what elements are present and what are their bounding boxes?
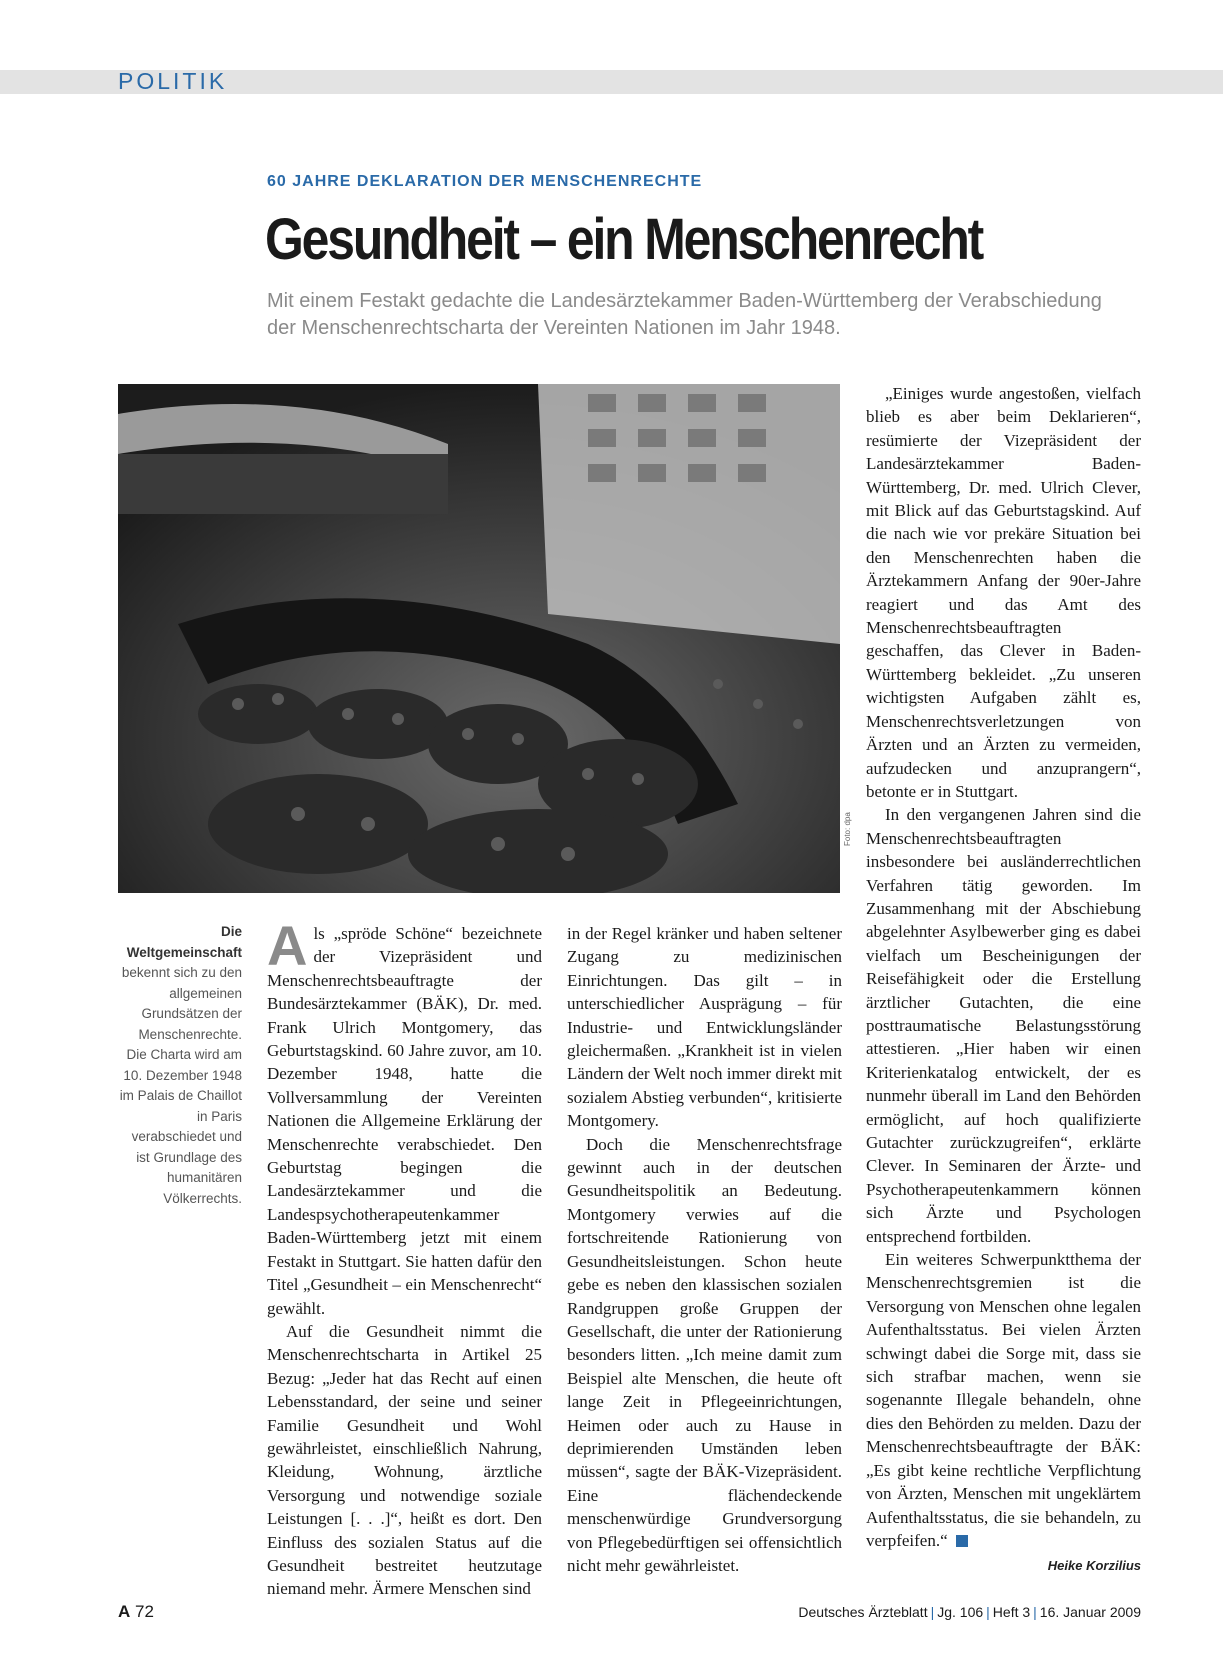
author-byline: Heike Korzilius bbox=[1047, 1558, 1141, 1573]
article-column-1 bbox=[267, 914, 542, 1601]
photo-credit: Foto: dpa bbox=[843, 812, 852, 846]
journal-name: Deutsches Ärzteblatt bbox=[798, 1604, 928, 1620]
paragraph bbox=[866, 1248, 1141, 1552]
page-number-value: 72 bbox=[135, 1602, 154, 1621]
page-number bbox=[118, 1602, 154, 1622]
page-prefix: A bbox=[118, 1602, 131, 1621]
paragraph: „Einiges wurde angestoßen, vielfach blieb es aber beim Deklarieren“, resümierte der Vizepräsident der Landesärztekammer Baden-Württemberg, Dr. med. Ulrich Clever, mit Blick auf das Geburtstagskind. Auf die nach wie vor prekäre Situation bei den Menschenrechten haben die Ärztekammern Anfang der 90er-Jahre reagiert und das Amt des Menschenrechtsbeauftragten geschaffen, das Clever in Baden-Württemberg bekleidet. „Zu unseren wichtigsten Aufgaben zählt es, Menschenrechtsverletzungen von Ärzten und an Ärzten zu vermeiden, aufzudecken und anzuprangern“, betonte er in Stuttgart. bbox=[866, 384, 1141, 801]
journal-volume: Jg. 106 bbox=[937, 1604, 984, 1620]
footer-citation bbox=[798, 1604, 1141, 1620]
photo-caption bbox=[118, 922, 242, 1209]
assembly-photo-illustration bbox=[118, 384, 840, 893]
paragraph-text: Ein weiteres Schwerpunktthema der Menschenrechtsgremien ist die Versorgung von Menschen ohne legalen Aufenthaltsstatus. Bei vielen Ärzten schwingt dabei die Sorge mit, dass sie sich strafbar machen, wenn sie sogenannte Illegale behandeln, ohne dies den Behörden zu melden. Dazu der Menschenrechtsbeauftragte der BÄK: „Es gibt keine rechtliche Verpflichtung von Ärzten, Menschen mit ungeklärtem Aufenthaltsstatus, die sie behandeln, zu verpfeifen.“ bbox=[866, 1250, 1141, 1550]
drop-cap: A bbox=[267, 914, 308, 977]
article-title: Gesundheit – ein Menschenrecht bbox=[265, 207, 983, 272]
paragraph bbox=[267, 914, 542, 1320]
journal-date: 16. Januar 2009 bbox=[1039, 1604, 1141, 1620]
separator: | bbox=[986, 1604, 990, 1620]
caption-text: bekennt sich zu den allgemeinen Grundsätzen der Menschenrechte. Die Charta wird am 10. Dezember 1948 im Palais de Chaillot in Paris verabschiedet und ist Grundlage des humanitären Völkerrechts. bbox=[119, 965, 242, 1206]
separator: | bbox=[1033, 1604, 1037, 1620]
article-column-3 bbox=[866, 382, 1141, 1552]
paragraph: Doch die Menschenrechtsfrage gewinnt auch in der deutschen Gesundheitspolitik an Bedeutung. Montgomery verwies auf die fortschreitende Rationierung von Gesundheitsleistungen. Schon heute gebe es neben den klassischen sozialen Randgruppen große Gruppen der Gesellschaft, die unter der Rationierung besonders litten. „Ich meine damit zum Beispiel alte Menschen, die heute oft lange Zeit in Pflegeeinrichtungen, Heimen oder auch zu Hause in deprimierenden Umständen leben müssen“, sagte der BÄK-Vizepräsident. Eine flächendeckende menschenwürdige Grundversorgung von Pflegebedürftigen sei offensichtlich nicht mehr gewährleistet. bbox=[567, 1134, 842, 1575]
paragraph: Auf die Gesundheit nimmt die Menschenrechtscharta in Artikel 25 Bezug: „Jeder hat das Recht auf einen Lebensstandard, der seine und seiner Familie Gesundheit und Wohl gewährleistet, einschließlich Nahrung, Kleidung, Wohnung, ärztliche Versorgung und notwendige soziale Leistungen [. . .]“, heißt es dort. Den Einfluss des sozialen Status auf die Gesundheit bestreitet heutzutage niemand mehr. Ärmere Menschen sind bbox=[267, 1321, 542, 1599]
paragraph-text: ls „spröde Schöne“ bezeichnete der Vizepräsident und Menschenrechtsbeauftragte der Bundesärztekammer (BÄK), Dr. med. Frank Ulrich Montgomery, das Geburtstagskind. 60 Jahre zuvor, am 10. Dezember 1948, hatte die Vollversammlung der Vereinten Nationen die Allgemeine Erklärung der Menschenrechte verabschiedet. Den Geburtstag begingen die Landesärztekammer und die Landespsychotherapeutenkammer Baden-Württemberg jetzt mit einem Festakt in Stuttgart. Sie hatten dafür den Titel „Gesundheit – ein Menschenrecht“ gewählt. bbox=[267, 924, 542, 1318]
end-mark-icon bbox=[956, 1535, 968, 1547]
article-photo bbox=[118, 384, 840, 893]
caption-bold-lead: Die Weltgemeinschaft bbox=[126, 924, 242, 960]
separator: | bbox=[930, 1604, 935, 1620]
journal-issue: Heft 3 bbox=[992, 1604, 1031, 1620]
article-lede: Mit einem Festakt gedachte die Landesärztekammer Baden-Württemberg der Verabschiedung der Menschenrechtscharta der Vereinten Nationen im Jahr 1948. bbox=[267, 290, 1102, 339]
paragraph: in der Regel kränker und haben seltener Zugang zu medizinischen Einrichtungen. Das gilt – in unterschiedlicher Ausprägung – für Industrie- und Entwicklungsländer gleichermaßen. „Krankheit ist in vielen Ländern der Welt noch immer direkt mit sozialem Abstieg verbunden“, kritisierte Montgomery. bbox=[567, 924, 842, 1131]
article-column-2 bbox=[567, 922, 842, 1577]
paragraph: In den vergangenen Jahren sind die Menschenrechtsbeauftragten insbesondere bei ausländerrechtlichen Verfahren tätig geworden. Im Zusammenhang mit der Abschiebung abgelehnter Asylbewerber ging es dabei vielfach um Bescheinigungen der Reisefähigkeit oder die Erstellung ärztlicher Gutachten, die eine posttraumatische Belastungsstörung attestieren. „Hier haben wir einen Kriterienkatalog entwickelt, der es nunmehr überall im Land den Behörden ermöglicht, auf hoch qualifizierte Gutachter zurückzugreifen“, erklärte Clever. In Seminaren der Ärzte- und Psychotherapeutenkammern können sich Ärzte und Psychologen entsprechend fortbilden. bbox=[866, 805, 1141, 1246]
section-label: POLITIK bbox=[118, 68, 228, 94]
article-kicker: 60 JAHRE DEKLARATION DER MENSCHENRECHTE bbox=[267, 173, 703, 190]
